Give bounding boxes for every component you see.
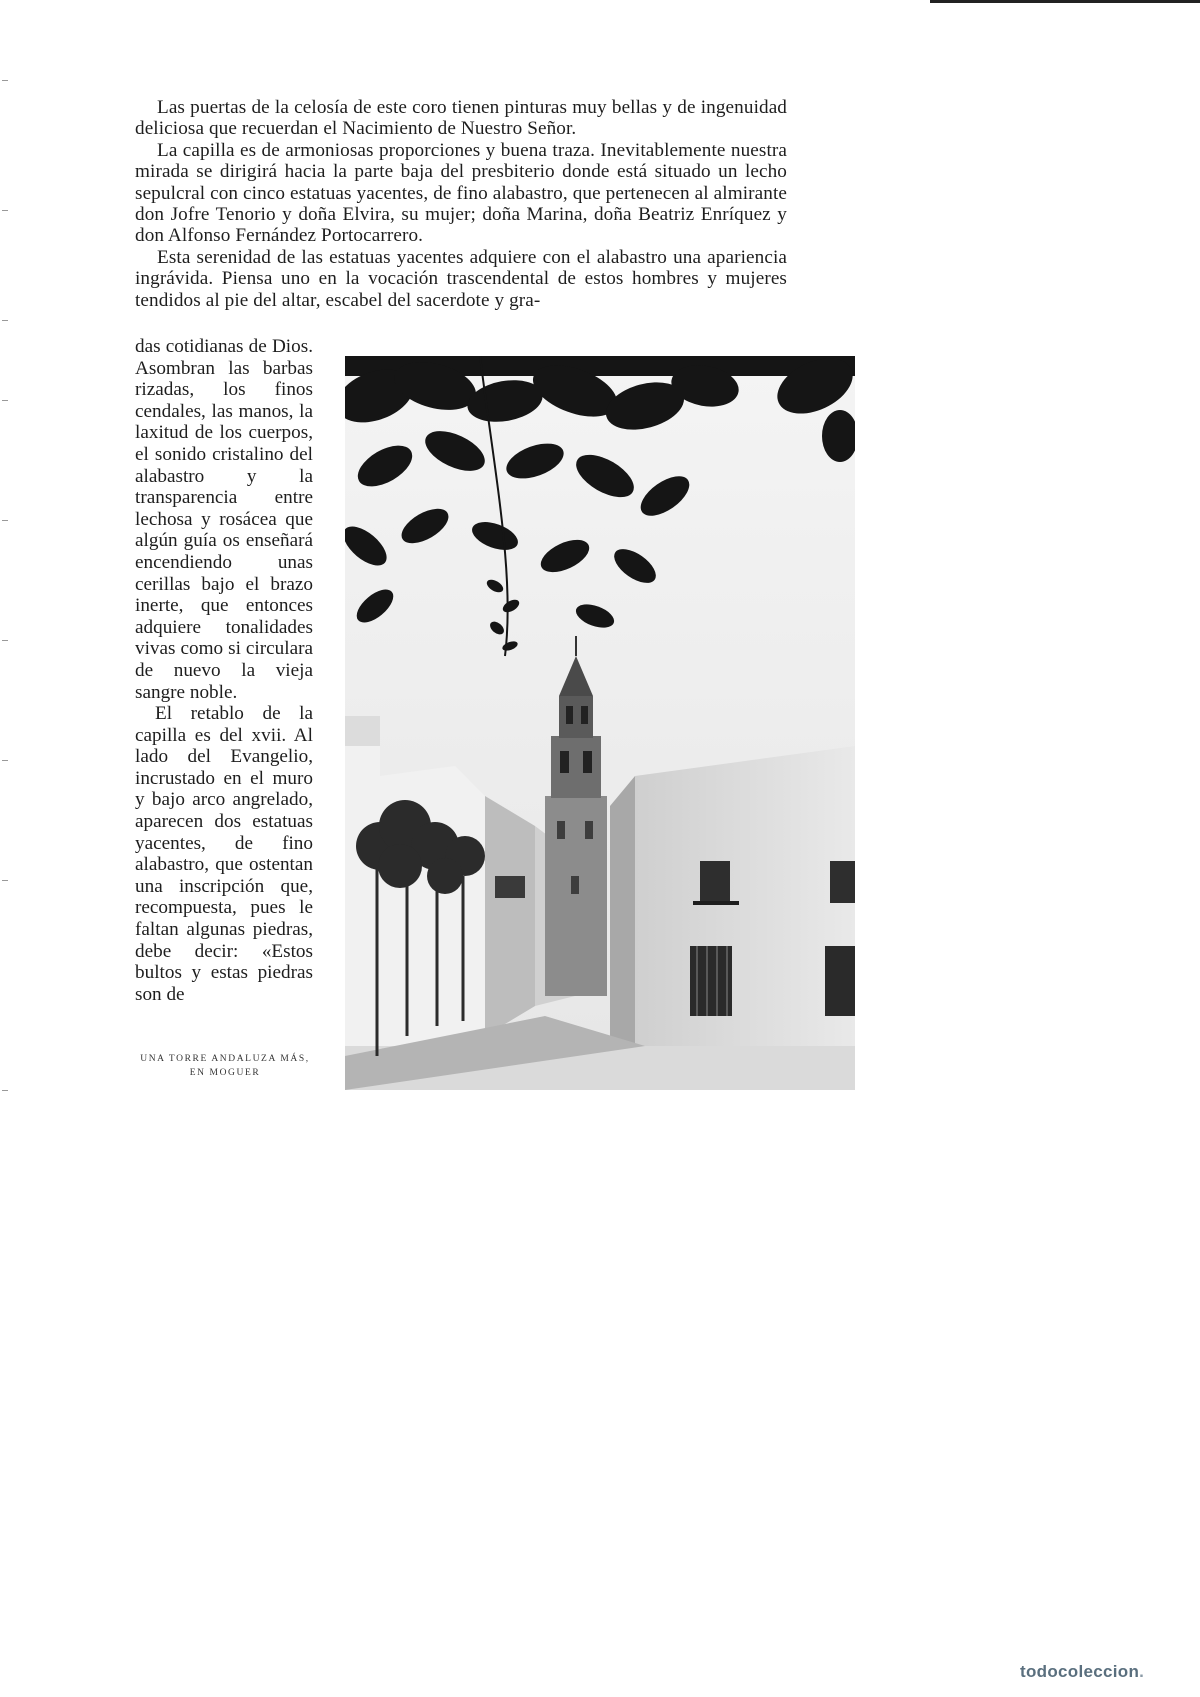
photo-illustration: [345, 356, 855, 1090]
caption-line-2: EN MOGUER: [189, 1068, 261, 1078]
watermark-logo: [1020, 1662, 1144, 1682]
paragraph-coro: Las puertas de la celosía de este coro tienen pinturas muy bellas y de ingenuidad deliciosa que recuerdan el Nacimiento de Nuestro Señor.: [135, 97, 787, 140]
photo-moguer-tower: [345, 356, 855, 1090]
full-width-text: [135, 97, 787, 311]
binding-margin-marks: [0, 60, 12, 1210]
watermark-brand: todocoleccion: [1020, 1662, 1140, 1681]
narrow-column-text: [135, 336, 313, 1005]
paragraph-continuation: das cotidianas de Dios. Asombran las barbas rizadas, los finos cendales, las manos, la laxitud de los cuerpos, el sonido cristalino del alabastro y la transparencia entre lechosa y rosácea que algún guía os enseñará encendiendo unas cerillas bajo el brazo inerte, que entonces adquiere tonalidades vivas como si circulara de nuevo la vieja sangre noble.: [135, 336, 313, 703]
paragraph-retablo: El retablo de la capilla es del xvii. Al lado del Evangelio, incrustado en el muro y bajo arco angrelado, aparecen dos estatuas yacentes, de fino alabastro, que ostentan una inscripción que, recompuesta, pues le faltan algunas piedras, debe decir: «Estos bultos y estas piedras son de: [135, 703, 313, 1005]
paragraph-serenidad: Esta serenidad de las estatuas yacentes adquiere con el alabastro una apariencia ingrávida. Piensa uno en la vocación trascendental de estos hombres y mujeres tendidos al pie del altar, escabel del sacerdote y gra-: [135, 246, 787, 311]
top-edge-rule: [930, 0, 1200, 3]
photo-caption: [135, 1052, 315, 1080]
watermark-dot: .: [1139, 1662, 1145, 1681]
caption-line-1: UNA TORRE ANDALUZA MÁS,: [140, 1054, 310, 1064]
paragraph-capilla: La capilla es de armoniosas proporciones y buena traza. Inevitablemente nuestra mirada se dirigirá hacia la parte baja del presbiterio donde está situado un lecho sepulcral con cinco estatuas yacentes, de fino alabastro, que pertenecen al almirante don Jofre Tenorio y doña Elvira, su mujer; doña Marina, doña Beatriz Enríquez y don Alfonso Fernández Portocarrero.: [135, 139, 787, 247]
